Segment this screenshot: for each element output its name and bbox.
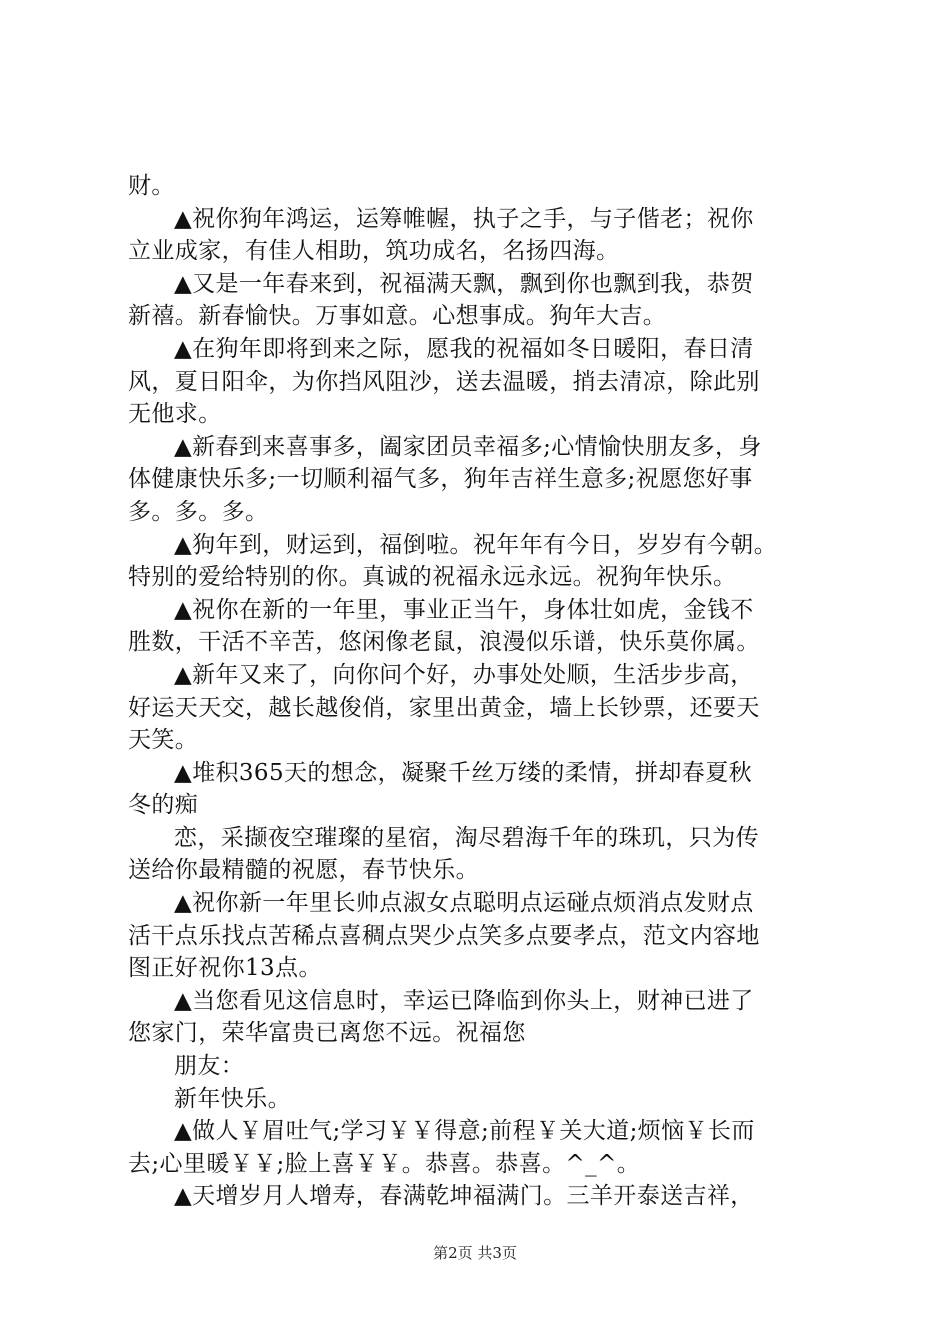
paragraph xyxy=(128,1115,840,1180)
text-line: 活干点乐找点苦稀点喜稠点哭少点笑多点要孝点，范文内容地 xyxy=(128,922,760,949)
paragraph xyxy=(128,170,840,203)
text-line: ▲当您看见这信息时，幸运已降临到你头上，财神已进了 xyxy=(174,987,754,1014)
paragraph xyxy=(128,887,840,985)
paragraph xyxy=(128,659,840,757)
text-line: 朋友： xyxy=(174,1053,245,1080)
text-line: 去;心里暖￥￥;脸上喜￥￥。恭喜。恭喜。^_^。 xyxy=(128,1150,641,1177)
text-line: ▲天增岁月人增寿，春满乾坤福满门。三羊开泰送吉祥， xyxy=(174,1183,754,1210)
text-line: 新年快乐。 xyxy=(174,1085,291,1112)
text-line: ▲堆积365天的想念，凝聚千丝万缕的柔情，拼却春夏秋 xyxy=(174,759,752,786)
paragraph xyxy=(128,268,840,333)
text-line: 恋，采撷夜空璀璨的星宿，淘尽碧海千年的珠玑，只为传 xyxy=(174,824,759,851)
text-line: ▲新春到来喜事多，阖家团员幸福多;心情愉快朋友多，身 xyxy=(174,433,762,460)
paragraph xyxy=(128,594,840,659)
paragraph xyxy=(128,203,840,268)
paragraph xyxy=(128,333,840,431)
paragraph xyxy=(128,1180,840,1213)
text-line: ▲新年又来了，向你问个好，办事处处顺，生活步步高， xyxy=(174,661,754,688)
text-line: ▲又是一年春来到，祝福满天飘，飘到你也飘到我，恭贺 xyxy=(174,270,754,297)
paragraph xyxy=(128,431,840,529)
text-line: 送给你最精髓的祝愿，春节快乐。 xyxy=(128,857,479,884)
text-line: 风，夏日阳伞，为你挡风阻沙，送去温暖，捎去清凉，除此别 xyxy=(128,368,760,395)
text-line: ▲在狗年即将到来之际，愿我的祝福如冬日暖阳，春日清 xyxy=(174,335,754,362)
text-line: 新禧。新春愉快。万事如意。心想事成。狗年大吉。 xyxy=(128,303,667,330)
text-line: ▲祝你新一年里长帅点淑女点聪明点运碰点烦消点发财点 xyxy=(174,890,754,917)
text-line: 好运天天交，越长越俊俏，家里出黄金，墙上长钞票，还要天 xyxy=(128,694,760,721)
paragraph xyxy=(128,529,840,594)
document-body xyxy=(128,170,840,1213)
paragraph xyxy=(128,822,840,887)
text-line: 体健康快乐多;一切顺利福气多，狗年吉祥生意多;祝愿您好事 xyxy=(128,466,753,493)
text-line: ▲狗年到，财运到，福倒啦。祝年年有今日，岁岁有今朝。 xyxy=(174,531,778,558)
text-line: 胜数，干活不辛苦，悠闲像老鼠，浪漫似乐谱，快乐莫你属。 xyxy=(128,629,760,656)
text-line: 特别的爱给特别的你。真诚的祝福永远永远。祝狗年快乐。 xyxy=(128,564,737,591)
text-line: 冬的痴 xyxy=(128,792,199,819)
paragraph xyxy=(128,1083,840,1116)
paragraph xyxy=(128,757,840,822)
text-line: ▲做人￥眉吐气;学习￥￥得意;前程￥关大道;烦恼￥长而 xyxy=(174,1118,755,1145)
text-line: 无他求。 xyxy=(128,401,222,428)
text-line: ▲祝你狗年鸿运，运筹帷幄，执子之手，与子偕老；祝你 xyxy=(174,205,754,232)
paragraph xyxy=(128,985,840,1050)
text-line: 您家门，荣华富贵已离您不远。祝福您 xyxy=(128,1020,526,1047)
text-line: 财。 xyxy=(128,173,175,199)
text-line: ▲祝你在新的一年里，事业正当午，身体壮如虎，金钱不 xyxy=(174,596,754,623)
page-footer: 第2页 共3页 xyxy=(433,1244,517,1262)
text-line: 立业成家，有佳人相助，筑功成名，名扬四海。 xyxy=(128,238,620,265)
text-line: 天笑。 xyxy=(128,727,199,754)
text-line: 多。多。多。 xyxy=(128,498,269,525)
paragraph xyxy=(128,1050,840,1083)
text-line: 图正好祝你13点。 xyxy=(128,955,322,982)
